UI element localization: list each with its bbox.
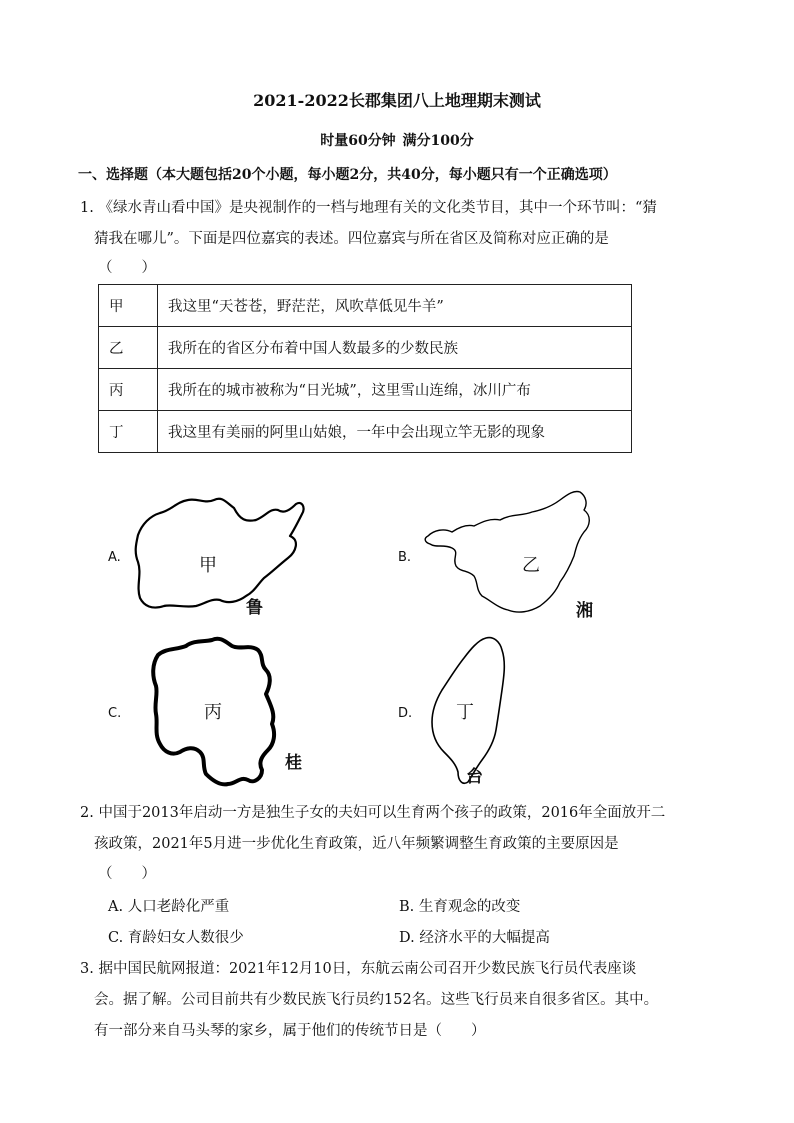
map-d-name: 丁 — [456, 702, 474, 723]
map-a-name: 甲 — [199, 555, 217, 576]
q1-line1: 1. 《绿水青山看中国》是央视制作的一档与地理有关的文化类节目，其中一个环节叫：“猜 — [80, 200, 657, 216]
option-d-label[interactable]: D. — [398, 706, 413, 721]
q2-line2: 孩政策，2021年5月进一步优化生育政策，近八年频繁调整生育政策的主要原因是 — [94, 836, 619, 852]
map-c-abbr: 桂 — [285, 753, 302, 773]
q3-line2: 会。据了解。公司目前共有少数民族飞行员约152名。这些飞行员来自很多省区。其中。 — [94, 992, 659, 1008]
q2-option-d[interactable]: D. 经济水平的大幅提高 — [399, 930, 550, 946]
q2-answer-blank: （ ） — [98, 866, 156, 882]
exam-info: 时量60分钟 满分100分 — [320, 133, 474, 149]
table-cell-key: 甲 — [99, 285, 158, 327]
map-b-abbr: 湘 — [576, 601, 593, 621]
q2-line1: 2. 中国于2013年启动一方是独生子女的夫妇可以生育两个孩子的政策，2016年全面放开二 — [80, 805, 666, 821]
option-a-label[interactable]: A. — [108, 550, 121, 565]
table-cell-text: 我所在的省区分布着中国人数最多的少数民族 — [158, 327, 632, 369]
table-cell-key: 丙 — [99, 369, 158, 411]
table-cell-text: 我这里“天苍苍，野茫茫，风吹草低见牛羊” — [158, 285, 632, 327]
table-cell-text: 我所在的城市被称为“日光城”，这里雪山连绵，冰川广布 — [158, 369, 632, 411]
option-b-label[interactable]: B. — [398, 550, 412, 565]
q2-option-a[interactable]: A. 人口老龄化严重 — [108, 899, 230, 915]
map-a-abbr: 鲁 — [246, 598, 263, 618]
q3-line3: 有一部分来自马头琴的家乡，属于他们的传统节日是（ ） — [94, 1023, 486, 1039]
q1-line2: 猜我在哪儿”。下面是四位嘉宾的表述。四位嘉宾与所在省区及简称对应正确的是 — [94, 231, 609, 247]
table-cell-key: 乙 — [99, 327, 158, 369]
option-c-label[interactable]: C. — [108, 706, 122, 721]
q2-option-b[interactable]: B. 生育观念的改变 — [399, 899, 521, 915]
q1-answer-blank: （ ） — [98, 260, 156, 276]
map-b-name: 乙 — [522, 555, 540, 576]
map-c-name: 丙 — [204, 702, 222, 723]
map-d-abbr: 台 — [466, 767, 483, 787]
table-cell-key: 丁 — [99, 411, 158, 453]
page-title: 2021-2022长郡集团八上地理期末测试 — [253, 91, 541, 110]
section-heading: 一、选择题（本大题包括20个小题，每小题2分，共40分，每小题只有一个正确选项） — [78, 167, 617, 183]
q2-option-c[interactable]: C. 育龄妇女人数很少 — [108, 930, 244, 946]
q3-line1: 3. 据中国民航网报道：2021年12月10日，东航云南公司召开少数民族飞行员代表座谈 — [80, 961, 637, 977]
table-cell-text: 我这里有美丽的阿里山姑娘，一年中会出现立竿无影的现象 — [158, 411, 632, 453]
